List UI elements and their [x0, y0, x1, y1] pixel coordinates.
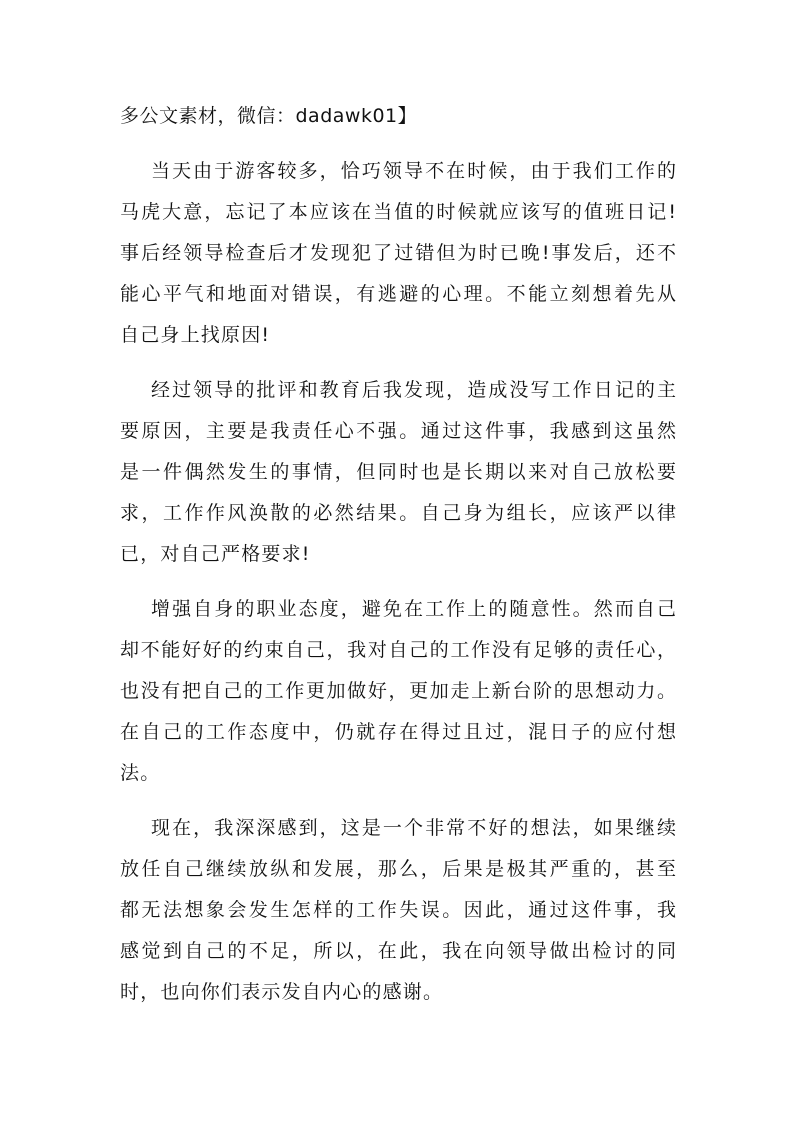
text-line: 在自己的工作态度中，仍就存在得过且过，混日子的应付想	[120, 721, 676, 743]
header-line: 多公文素材，微信：dadawk01】	[120, 105, 418, 127]
text-line: 是一件偶然发生的事情，但同时也是长期以来对自己放松要	[120, 461, 676, 483]
document-page	[120, 96, 676, 1013]
text-line: 已，对自己严格要求!	[120, 543, 311, 565]
text-line: 时，也向你们表示发自内心的感谢。	[120, 981, 444, 1003]
text-line: 事后经领导检查后才发现犯了过错但为时已晚!事发后，还不	[120, 242, 676, 264]
text-line: 马虎大意，忘记了本应该在当值的时候就应该写的值班日记!	[120, 201, 676, 223]
paragraph-3	[120, 589, 676, 794]
text-line: 当天由于游客较多，恰巧领导不在时候，由于我们工作的	[151, 160, 676, 182]
text-line: 自己身上找原因!	[120, 324, 271, 346]
text-line: 法。	[120, 762, 161, 784]
text-line: 都无法想象会发生怎样的工作失误。因此，通过这件事，我	[120, 899, 676, 921]
text-line: 增强自身的职业态度，避免在工作上的随意性。然而自己	[151, 598, 676, 620]
text-line: 经过领导的批评和教育后我发现，造成没写工作日记的主	[151, 379, 676, 401]
text-line: 也没有把自己的工作更加做好，更加走上新台阶的思想动力。	[120, 680, 676, 702]
text-line: 放任自己继续放纵和发展，那么，后果是极其严重的，甚至	[120, 858, 676, 880]
text-line: 能心平气和地面对错误，有逃避的心理。不能立刻想着先从	[120, 283, 676, 305]
text-line: 要原因，主要是我责任心不强。通过这件事，我感到这虽然	[120, 420, 676, 442]
paragraph-4	[120, 808, 676, 1013]
paragraph-1	[120, 151, 676, 356]
text-line: 感觉到自己的不足，所以，在此，我在向领导做出检讨的同	[120, 940, 676, 962]
paragraph-2	[120, 370, 676, 575]
text-line: 求，工作作风涣散的必然结果。自己身为组长，应该严以律	[120, 502, 676, 524]
text-line: 现在，我深深感到，这是一个非常不好的想法，如果继续	[151, 817, 676, 839]
text-line: 却不能好好的约束自己，我对自己的工作没有足够的责任心，	[120, 639, 676, 661]
